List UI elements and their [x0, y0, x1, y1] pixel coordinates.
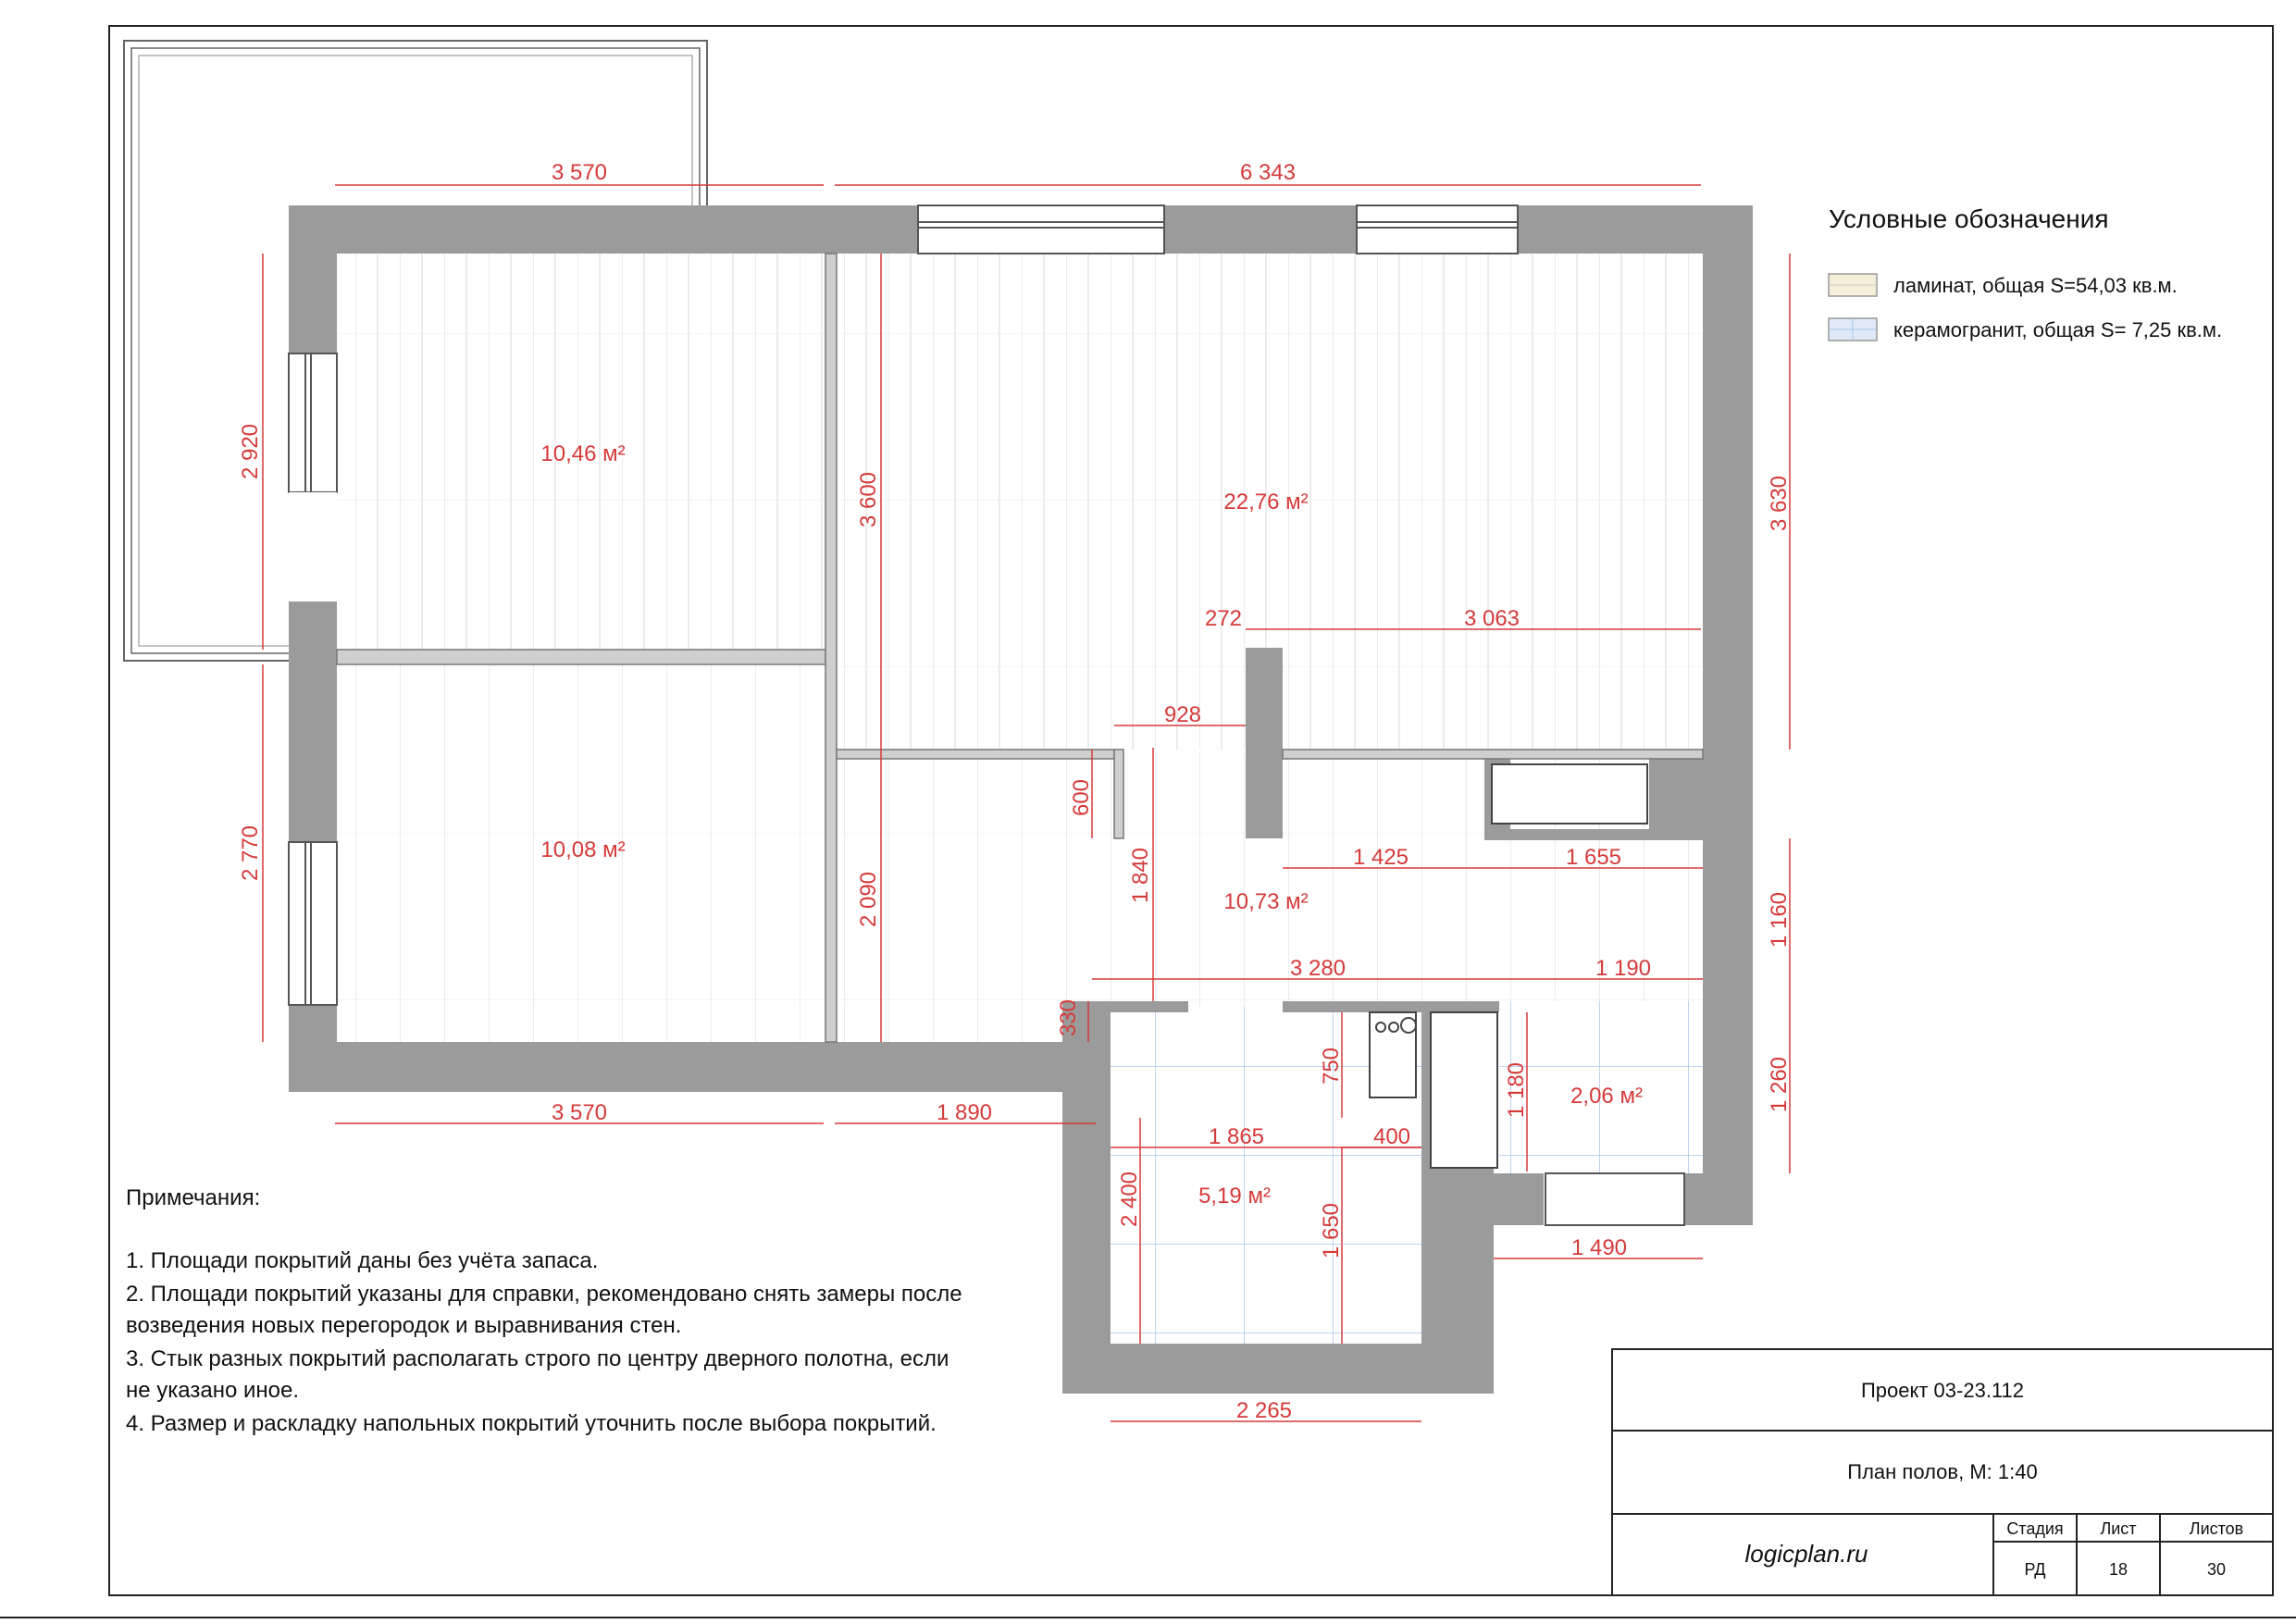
brand-name: logicplan.ru: [1744, 1540, 1868, 1568]
room-area-bedroom-top: 10,46 м²: [540, 441, 626, 466]
notes: [126, 1185, 962, 1436]
dim-750: 750: [1319, 1047, 1344, 1085]
legend: [1829, 205, 2222, 341]
room-area-wc: 2,06 м²: [1570, 1084, 1643, 1109]
room-area-bedroom-bottom: 10,08 м²: [540, 837, 626, 862]
note-line-6: 4. Размер и раскладку напольных покрытий уточнить после выбора покрытий.: [126, 1411, 937, 1436]
dim-1650: 1 650: [1319, 1202, 1344, 1259]
room-area-living: 22,76 м²: [1223, 490, 1309, 514]
legend-label-laminate: ламинат, общая S=54,03 кв.м.: [1893, 274, 2178, 297]
dim-2090: 2 090: [856, 871, 881, 928]
sheet-header: Лист: [2100, 1519, 2137, 1538]
legend-label-tile: керамогранит, общая S= 7,25 кв.м.: [1893, 318, 2223, 341]
dim-bottom-3570: 3 570: [551, 1100, 608, 1125]
dim-3063: 3 063: [1463, 606, 1520, 631]
dim-left-upper: 2 920: [238, 423, 263, 480]
dim-928: 928: [1163, 702, 1202, 727]
stage-header: Стадия: [2006, 1519, 2064, 1538]
sheet-title: План полов, М: 1:40: [1847, 1460, 2038, 1483]
note-line-5: не указано иное.: [126, 1378, 300, 1403]
note-line-4: 3. Стык разных покрытий располагать строго по центру дверного полотна, если: [126, 1346, 949, 1371]
dim-left-lower: 2 770: [238, 824, 263, 882]
dim-600: 600: [1069, 778, 1094, 817]
dim-1425: 1 425: [1352, 845, 1409, 870]
dim-1190: 1 190: [1595, 956, 1652, 981]
dim-3630: 3 630: [1767, 475, 1792, 532]
dim-2400: 2 400: [1117, 1171, 1142, 1228]
dim-3600: 3 600: [856, 471, 881, 528]
dim-2265: 2 265: [1235, 1398, 1293, 1423]
sheets-value: 30: [2206, 1560, 2227, 1579]
notes-title: Примечания:: [126, 1185, 261, 1210]
dim-1160: 1 160: [1767, 891, 1792, 948]
dim-330: 330: [1056, 998, 1081, 1037]
sheets-header: Листов: [2189, 1519, 2244, 1538]
legend-title: Условные обозначения: [1829, 205, 2109, 233]
sheet-value: 18: [2108, 1560, 2128, 1579]
dim-1260: 1 260: [1767, 1056, 1792, 1113]
dim-1490: 1 490: [1570, 1235, 1628, 1260]
project-code: Проект 03-23.112: [1860, 1379, 2025, 1402]
note-line-3: возведения новых перегородок и выравнивания стен.: [126, 1313, 682, 1338]
dim-top-left: 3 570: [551, 160, 608, 185]
room-area-hall: 10,73 м²: [1223, 889, 1309, 914]
dim-400: 400: [1372, 1124, 1411, 1149]
dim-1840: 1 840: [1128, 847, 1153, 904]
room-area-bathroom: 5,19 м²: [1198, 1184, 1271, 1209]
dim-3280: 3 280: [1289, 956, 1347, 981]
dim-1865: 1 865: [1208, 1124, 1265, 1149]
stage-value: РД: [2024, 1560, 2046, 1579]
note-line-2: 2. Площади покрытий указаны для справки, рекомендовано снять замеры после: [126, 1282, 962, 1307]
dim-top-right: 6 343: [1239, 160, 1297, 185]
dim-bottom-1890: 1 890: [936, 1100, 993, 1125]
note-line-1: 1. Площади покрытий даны без учёта запаса.: [126, 1248, 599, 1273]
floor-laminate: [337, 254, 1703, 1042]
dim-272: 272: [1204, 606, 1243, 631]
dim-1180: 1 180: [1504, 1061, 1529, 1119]
dim-1655: 1 655: [1565, 845, 1622, 870]
